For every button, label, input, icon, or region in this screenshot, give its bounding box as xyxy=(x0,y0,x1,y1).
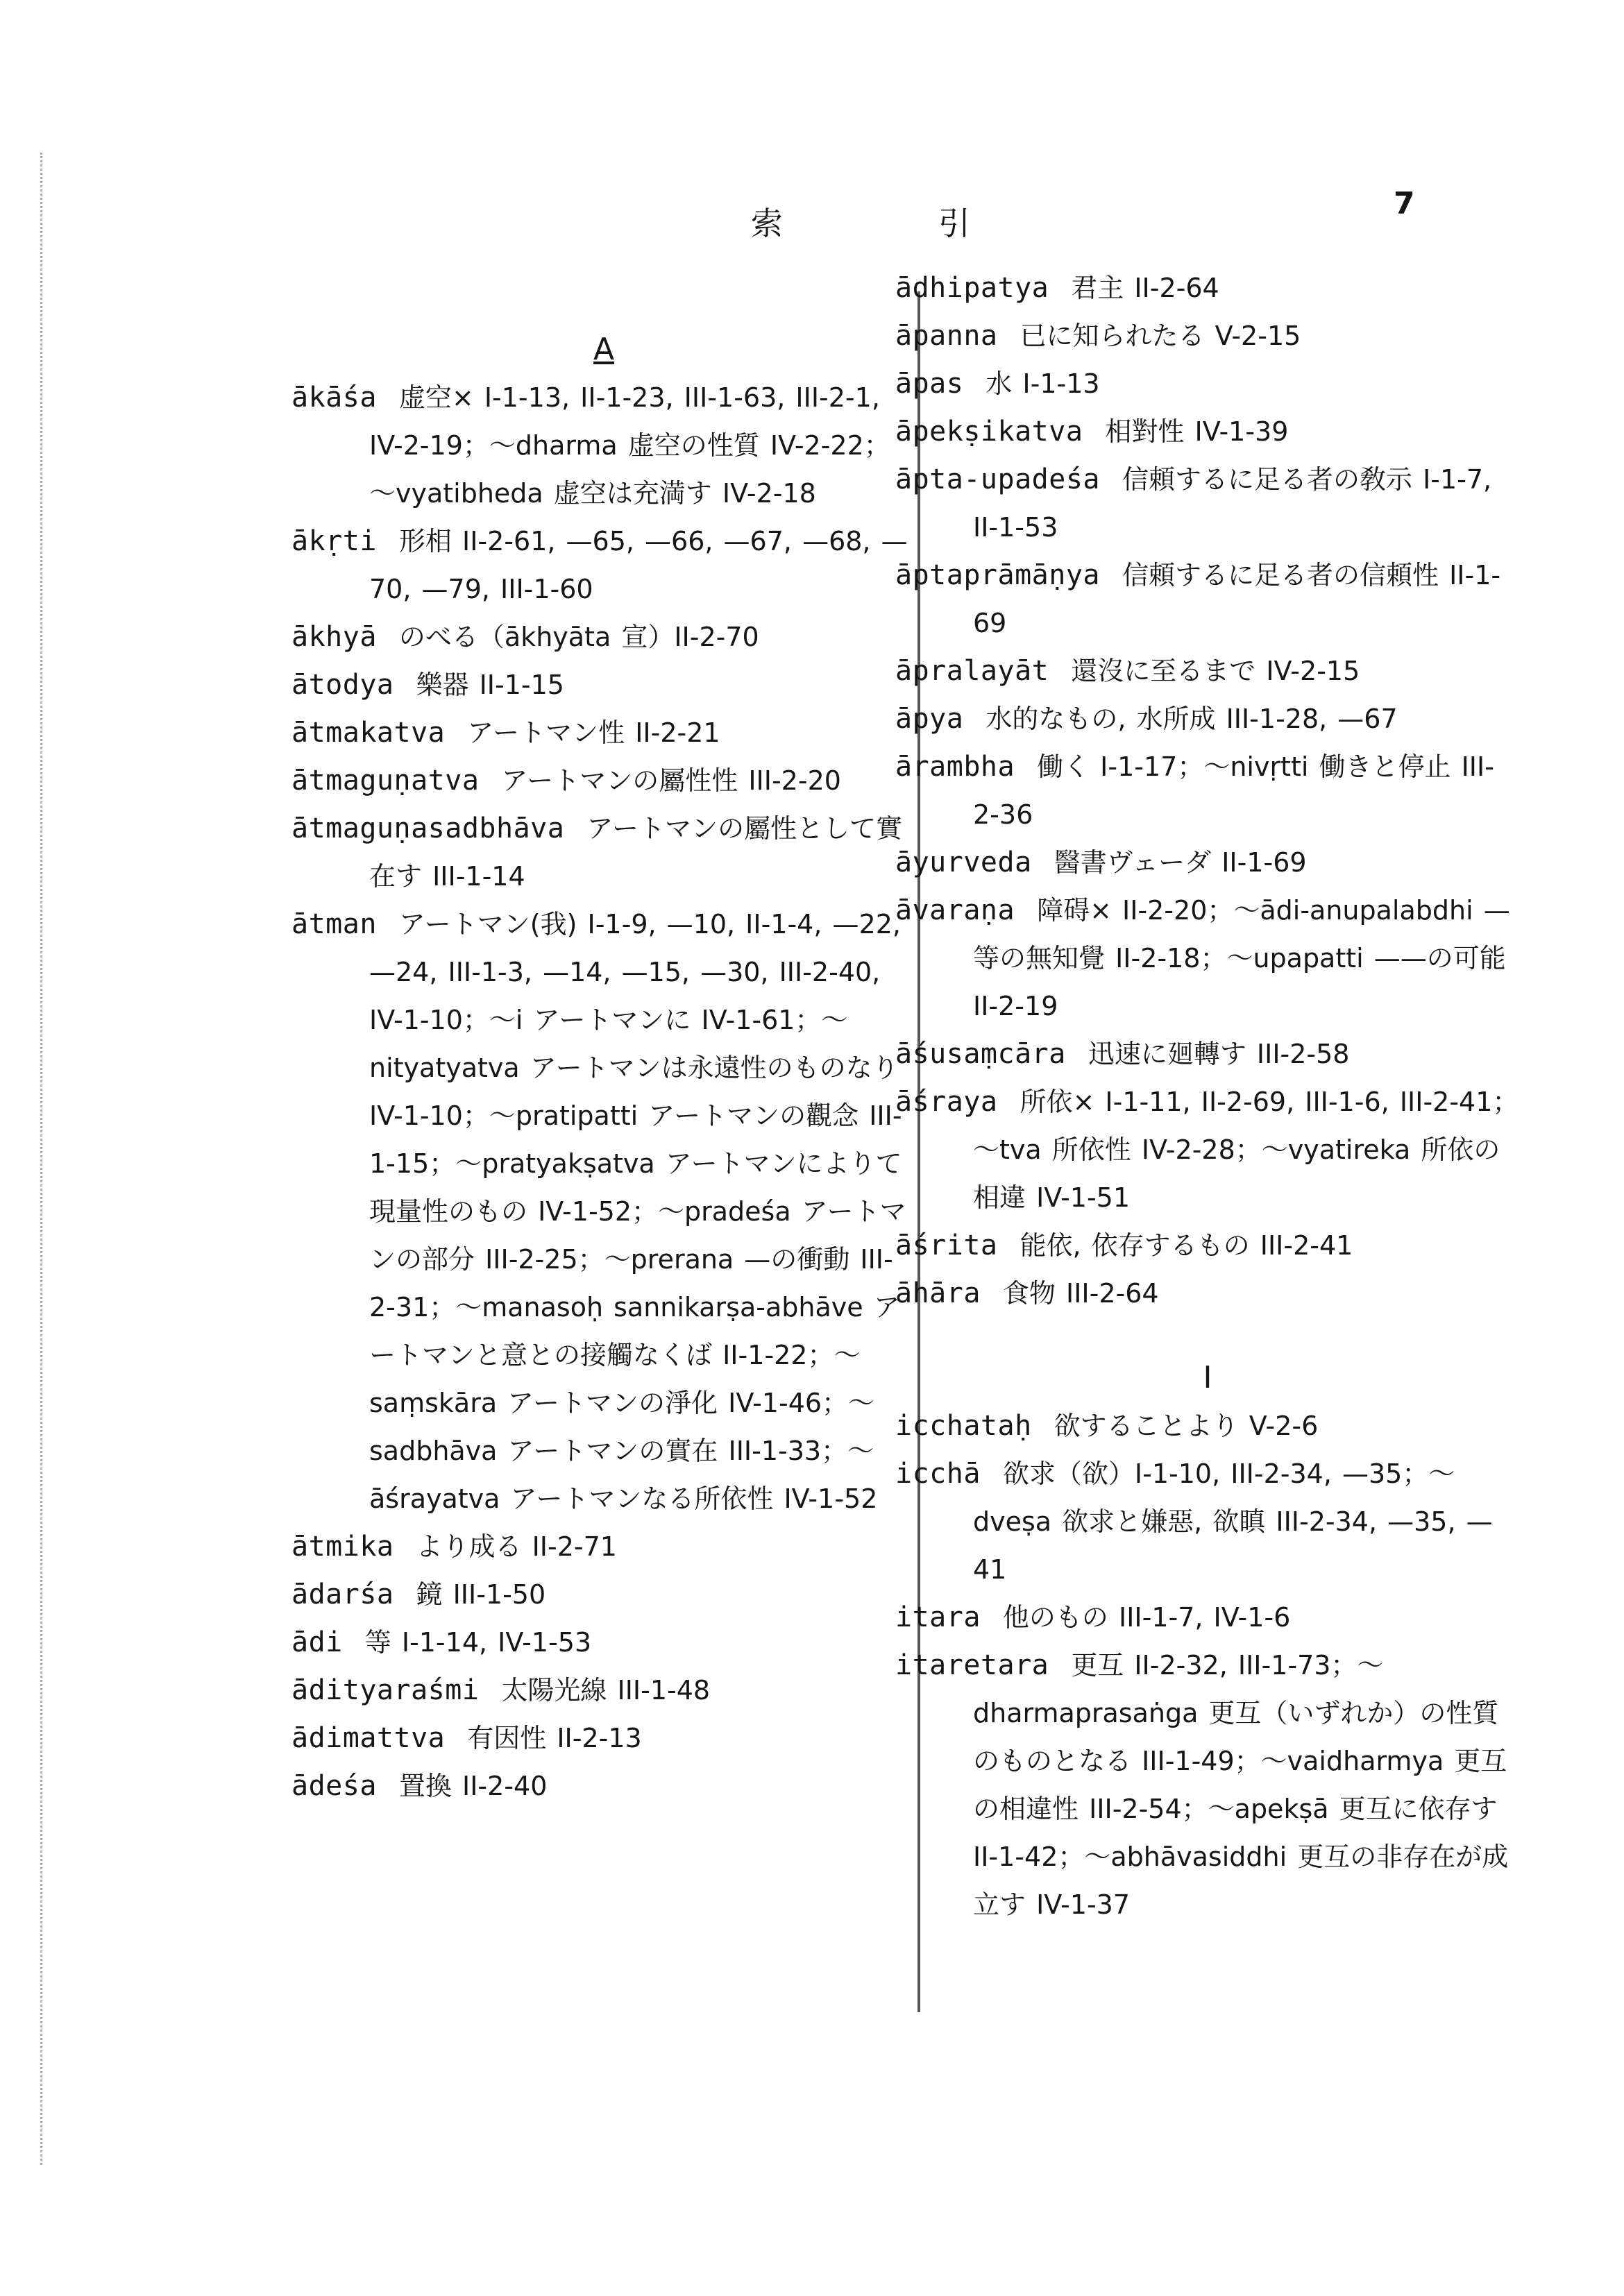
index-entry xyxy=(895,1402,1520,1449)
entry-term: āpekṣikatva xyxy=(895,416,1083,448)
entry-term: ākhyā xyxy=(291,621,377,653)
entry-term: āpralayāt xyxy=(895,655,1049,687)
entry-definition: アートマン性 II-2-21 xyxy=(467,717,720,748)
entry-definition: 等 I-1-14, IV-1-53 xyxy=(364,1627,592,1658)
entry-term: āvaraṇa xyxy=(895,894,1015,926)
entry-definition: 置換 II-2-40 xyxy=(398,1771,548,1801)
entry-term: ātman xyxy=(291,908,377,940)
entry-definition: 障碍× II-2-20；～ādi-anupalabdhi —等の無知覺 II-2-18；～upapatti ——の可能 II-2-19 xyxy=(973,895,1510,1021)
index-entry xyxy=(291,373,916,517)
index-entry xyxy=(291,613,916,661)
index-entry xyxy=(895,359,1520,407)
entry-term: āpanna xyxy=(895,320,998,352)
index-entry xyxy=(895,1030,1520,1078)
entry-definition: 信頼するに足る者の信頼性 II-1-69 xyxy=(973,560,1501,638)
index-entry xyxy=(291,1714,916,1762)
entry-term: ātmaguṇatva xyxy=(291,765,480,797)
entry-definition: アートマンの屬性として實在す III-1-14 xyxy=(369,813,903,892)
entry-definition: 所依× I-1-11, II-2-69, III-1-6, III-2-41；～tva 所依性 IV-2-28；～vyatireka 所依の相違 IV-1-51 xyxy=(973,1087,1519,1213)
right-entry-list-i xyxy=(895,1402,1520,1928)
entry-term: āpya xyxy=(895,703,964,735)
right-entry-list-a xyxy=(895,264,1520,1317)
entry-definition: 虚空× I-1-13, II-1-23, III-1-63, III-2-1, IV-2-19；～dharma 虚空の性質 IV-2-22；～vyatibheda 虚空は充満す IV-2-18 xyxy=(369,382,890,509)
entry-term: āśusaṃcāra xyxy=(895,1038,1066,1070)
entry-definition: 還沒に至るまで IV-2-15 xyxy=(1071,656,1360,686)
left-entry-list xyxy=(291,373,916,1810)
index-entry xyxy=(895,1641,1520,1928)
index-entry xyxy=(895,695,1520,742)
entry-term: ādeśa xyxy=(291,1770,377,1802)
entry-definition: より成る II-2-71 xyxy=(416,1531,617,1562)
entry-term: ākāśa xyxy=(291,382,377,414)
index-entry xyxy=(291,708,916,756)
index-entry xyxy=(895,312,1520,359)
entry-term: ātmika xyxy=(291,1531,394,1563)
index-entry xyxy=(291,1618,916,1666)
entry-term: āyurveda xyxy=(895,847,1032,878)
entry-definition: 有因性 II-2-13 xyxy=(467,1723,642,1753)
section-heading-a: A xyxy=(593,332,615,367)
entry-term: ārambha xyxy=(895,751,1015,783)
entry-term: itara xyxy=(895,1601,981,1633)
entry-term: ātmakatva xyxy=(291,717,446,749)
section-heading-i: I xyxy=(1203,1360,1212,1395)
entry-term: āptaprāmāṇya xyxy=(895,559,1100,591)
index-entry xyxy=(895,1078,1520,1221)
entry-definition: 鏡 III-1-50 xyxy=(416,1579,546,1610)
entry-definition: 已に知られたる V-2-15 xyxy=(1020,321,1301,351)
index-entry xyxy=(895,742,1520,838)
index-entry xyxy=(895,264,1520,312)
header-right: 引 xyxy=(938,205,972,242)
entry-definition: 形相 II-2-61, —65, —66, —67, —68, —70, —79, III-1-60 xyxy=(369,526,908,604)
entry-term: āhāra xyxy=(895,1277,981,1309)
index-entry xyxy=(291,1666,916,1714)
entry-definition: 欲することより V-2-6 xyxy=(1054,1411,1319,1441)
index-entry xyxy=(291,1570,916,1618)
entry-definition: 醫書ヴェーダ II-1-69 xyxy=(1054,847,1307,878)
entry-term: āpta-upadeśa xyxy=(895,464,1100,495)
right-column xyxy=(895,264,1520,1928)
entry-definition: 能依, 依存するもの III-2-41 xyxy=(1020,1230,1353,1261)
entry-term: ādhipatya xyxy=(895,272,1049,304)
header-left: 索 xyxy=(751,205,784,242)
entry-definition: 相對性 IV-1-39 xyxy=(1105,416,1289,447)
index-entry xyxy=(895,1221,1520,1269)
entry-term: āśraya xyxy=(895,1086,998,1118)
entry-definition: 迅速に廻轉す III-2-58 xyxy=(1088,1039,1350,1069)
entry-definition: 君主 II-2-64 xyxy=(1071,273,1219,303)
entry-definition: 信頼するに足る者の敎示 I-1-7, II-1-53 xyxy=(973,464,1492,543)
entry-term: icchā xyxy=(895,1458,981,1490)
index-entry xyxy=(291,1762,916,1810)
index-entry xyxy=(291,661,916,708)
index-entry xyxy=(895,1593,1520,1641)
entry-term: itaretara xyxy=(895,1649,1049,1681)
left-column xyxy=(291,326,916,1810)
index-entry xyxy=(291,756,916,804)
entry-definition: 更互 II-2-32, III-1-73；～dharmaprasaṅga 更互（いずれか）の性質のものとなる III-1-49；～vaidharmya 更互の相違性 III-2-54；～apekṣā 更互に依存す II-1-42；～abhāvasiddhi 更互の非存在が成立す IV-1-37 xyxy=(973,1650,1509,1920)
entry-definition: アートマンの屬性性 III-2-20 xyxy=(501,765,841,796)
entry-definition: 食物 III-2-64 xyxy=(1002,1278,1159,1309)
entry-definition: アートマン(我) I-1-9, —10, II-1-4, —22, —24, III-1-3, —14, —15, —30, III-2-40, IV-1-10；～i アートマンに IV-1-61；～nityatyatva アートマンは永遠性のものなり IV-1-10；～pratipatti アートマンの觀念 III-1-15；～pratyakṣatva アートマンによりて現量性のもの IV-1-52；～pradeśa アートマンの部分 III-2-25；～prerana —の衝動 III-2-31；～manasoḥ sannikarṣa-abhāve アートマンと意との接觸なくば II-1-22；～saṃskāra アートマンの淨化 IV-1-46；～sadbhāva アートマンの實在 III-1-33；～āśrayatva アートマンなる所依性 IV-1-52 xyxy=(369,909,906,1514)
entry-term: ādityaraśmi xyxy=(291,1674,480,1706)
index-entry xyxy=(895,886,1520,1030)
entry-definition: 働く I-1-17；～nivṛtti 働きと停止 III-2-36 xyxy=(973,751,1494,830)
entry-term: ādi xyxy=(291,1626,343,1658)
entry-definition: 水的なもの, 水所成 III-1-28, —67 xyxy=(986,704,1398,734)
index-entry xyxy=(291,804,916,900)
index-entry xyxy=(895,455,1520,551)
entry-definition: 太陽光線 III-1-48 xyxy=(501,1675,711,1706)
index-entry xyxy=(291,517,916,613)
index-entry xyxy=(895,1449,1520,1593)
entry-definition: 樂器 II-1-15 xyxy=(416,670,564,700)
entry-term: āśrita xyxy=(895,1230,998,1261)
index-entry xyxy=(895,551,1520,647)
page-number: 7 xyxy=(1394,186,1415,221)
index-entry xyxy=(895,838,1520,886)
entry-definition: 他のもの III-1-7, IV-1-6 xyxy=(1002,1602,1291,1633)
entry-definition: のべる（ākhyāta 宣）II-2-70 xyxy=(398,622,759,652)
index-entry xyxy=(291,900,916,1522)
entry-term: ātmaguṇasadbhāva xyxy=(291,813,565,844)
index-entry xyxy=(895,647,1520,695)
entry-term: ātodya xyxy=(291,669,394,701)
scan-margin-marks xyxy=(40,153,52,2165)
entry-term: ādimattva xyxy=(291,1722,446,1754)
entry-term: ākṛti xyxy=(291,525,377,557)
entry-term: āpas xyxy=(895,368,964,400)
entry-definition: 水 I-1-13 xyxy=(986,368,1100,399)
entry-definition: 欲求（欲）I-1-10, III-2-34, —35；～dveṣa 欲求と嫌惡, 欲瞋 III-2-34, —35, —41 xyxy=(973,1459,1493,1585)
entry-term: icchataḥ xyxy=(895,1410,1032,1442)
index-entry xyxy=(895,407,1520,455)
entry-term: ādarśa xyxy=(291,1579,394,1610)
index-entry xyxy=(895,1269,1520,1317)
index-entry xyxy=(291,1522,916,1570)
